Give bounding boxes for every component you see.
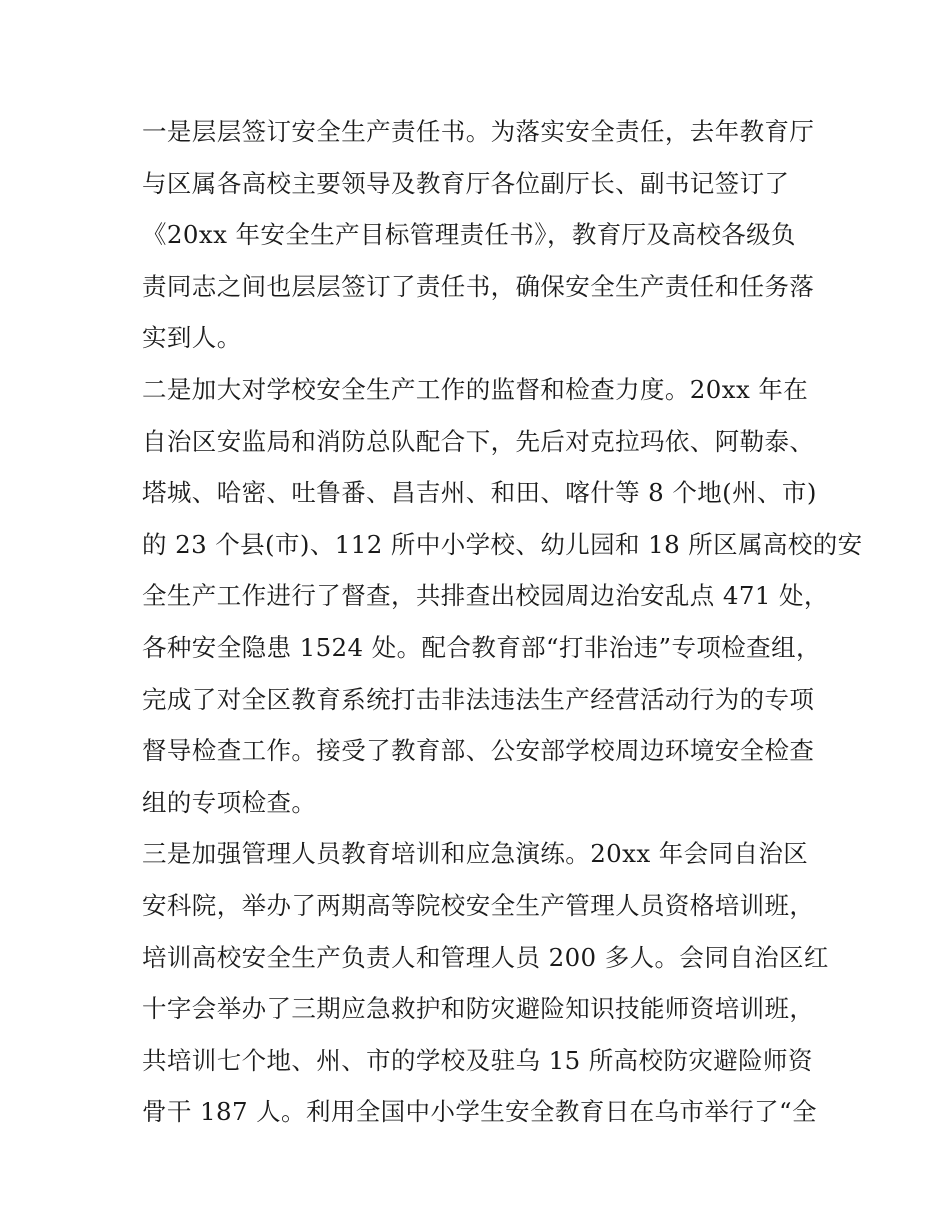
text-line: 十字会举办了三期应急救护和防灾避险知识技能师资培训班， [142,994,815,1024]
text-line: 全生产工作进行了督查，共排查出校园周边治安乱点 471 处， [142,581,829,611]
text-line: 的 23 个县(市)、112 所中小学校、幼儿园和 18 所区属高校的安 [142,529,863,559]
text-line: 实到人。 [142,323,242,353]
text-line: 完成了对全区教育系统打击非法违法生产经营活动行为的专项 [142,684,815,714]
text-line: 责同志之间也层层签订了责任书，确保安全生产责任和任务落 [142,271,815,301]
text-line: 与区属各高校主要领导及教育厅各位副厅长、副书记签订了 [142,168,790,198]
paragraph-responsibility [142,106,815,364]
paragraph-supervision [142,364,863,828]
text-line: 塔城、哈密、吐鲁番、昌吉州、和田、喀什等 8 个地(州、市) [142,478,817,508]
document-body [142,106,863,1138]
text-line: 一是层层签订安全生产责任书。为落实安全责任，去年教育厅 [142,117,815,146]
text-line: 骨干 187 人。利用全国中小学生安全教育日在乌市举行了“全 [142,1097,817,1127]
text-line: 三是加强管理人员教育培训和应急演练。20xx 年会同自治区 [142,839,809,869]
text-line: 培训高校安全生产负责人和管理人员 200 多人。会同自治区红 [142,942,829,972]
text-line: 安科院，举办了两期高等院校安全生产管理人员资格培训班， [142,890,815,920]
text-line: 《20xx 年安全生产目标管理责任书》，教育厅及高校各级负 [142,220,796,250]
paragraph-training [142,828,829,1138]
text-line: 组的专项检查。 [142,787,317,817]
text-line: 各种安全隐患 1524 处。配合教育部“打非治违”专项检查组， [142,632,821,662]
text-line: 共培训七个地、州、市的学校及驻乌 15 所高校防灾避险师资 [142,1045,813,1075]
text-line: 二是加大对学校安全生产工作的监督和检查力度。20xx 年在 [142,374,809,404]
text-line: 督导检查工作。接受了教育部、公安部学校周边环境安全检查 [142,736,815,766]
text-line: 自治区安监局和消防总队配合下，先后对克拉玛依、阿勒泰、 [142,426,815,456]
